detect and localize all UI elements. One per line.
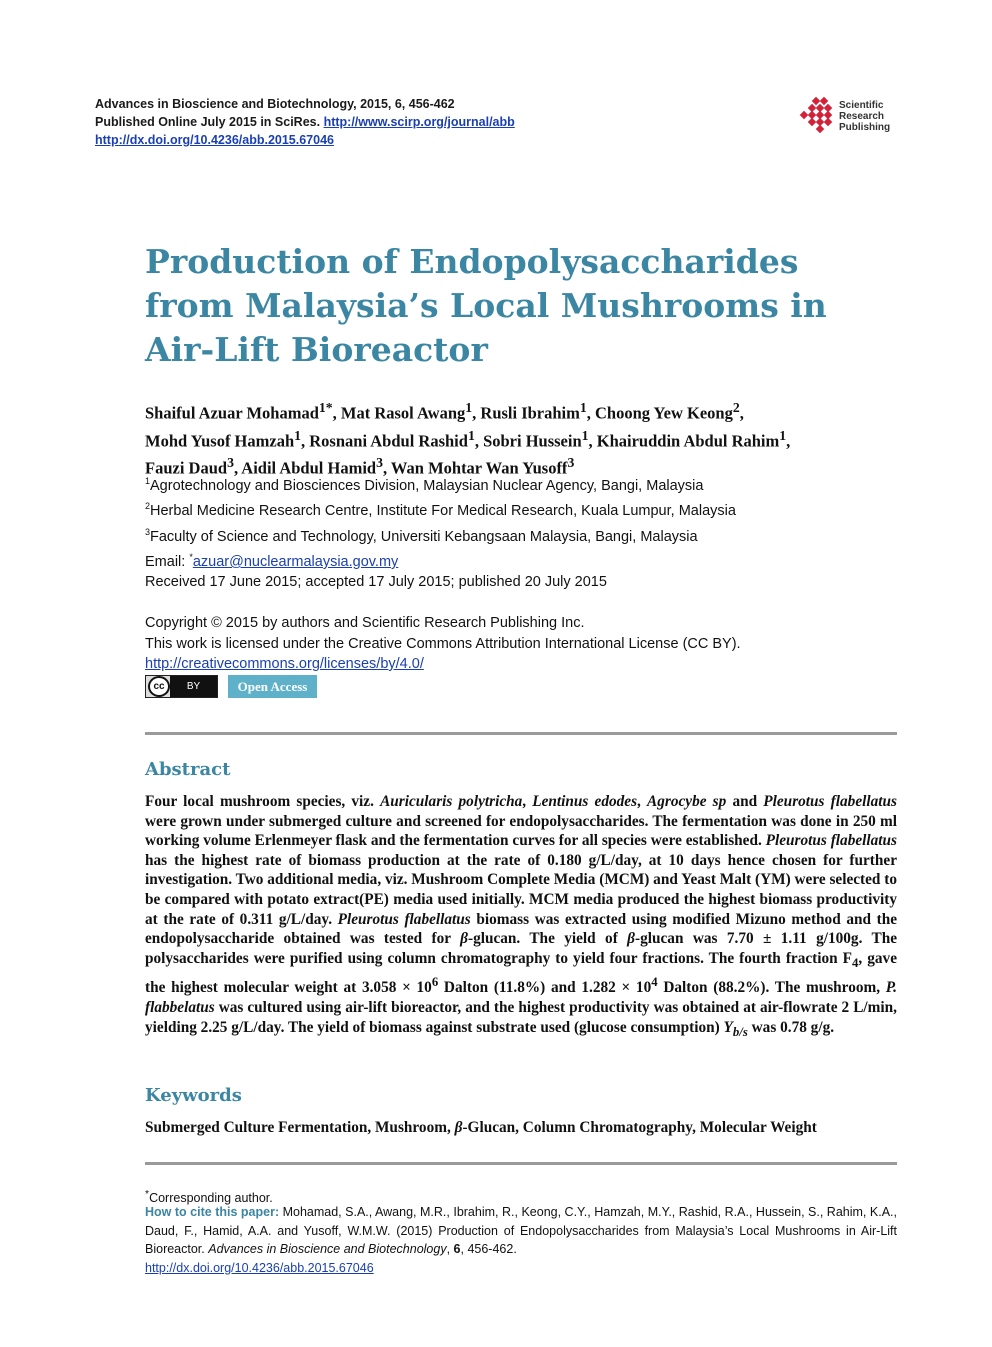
published-online: [95, 113, 515, 131]
paper-title: Production of Endopolysaccharides from Malaysia’s Local Mushrooms in Air-Lift Bioreactor: [145, 242, 827, 369]
email-line: Email: *azuar@nuclearmalaysia.gov.my: [145, 551, 399, 570]
affiliation-3: $^3$Faculty of Science and Technology, Universiti Kebangsaan Malaysia, Bangi, Malaysia: [145, 526, 698, 545]
affiliation-1: $^1$Agrotechnology and Biosciences Division, Malaysian Nuclear Agency, Bangi, Malaysia: [145, 476, 704, 494]
email-link[interactable]: azuar@nuclearmalaysia.gov.my: [192, 553, 399, 570]
publication-dates: Received 17 June 2015; accepted 17 July 2015; published 20 July 2015: [145, 574, 607, 590]
cite-label: How to cite this paper:: [145, 1205, 280, 1219]
abstract-heading: Abstract: [145, 759, 231, 780]
license-link[interactable]: http://creativecommons.org/licenses/by/4.0/: [145, 656, 424, 672]
how-to-cite: How to cite this paper: Mohamad, S.A., Awang, M.R., Ibrahim, R., Keong, C.Y., Hamzah, M.Y., Rashid, R.A., Hussein, S., Rahim, K.A., Daud, F., Hamid, A.A. and Yusoff, W.M.W. (2015) Production of Endopolysaccharides from Malaysia’s Local Mushrooms in Air-Lift Bioreactor. Advances in Bioscience and Biotechnology, 6, 456-462. http://dx.doi.org/10.4236/abb.2015.67046: [145, 1205, 897, 1275]
abstract-text: Four local mushroom species, viz. Auricularis polytricha, Lentinus edodes, Agrocybe sp and Pleurotus flabellatus were grown under submerged culture and screened for endopolysaccharides. The fermentation was done in 250 ml working volume Erlenmeyer flask and the fermentation curves for all species were established. Pleurotus flabellatus has the highest rate of biomass production at the rate of 0.180 g/L/day, at 10 days hence chosen for further investigation. Two additional media, viz. Mushroom Complete Media (MCM) and Yeast Malt (YM) were selected to be compared with potato extract(PE) media used initially. MCM media produced the highest biomass productivity at the rate of 0.311 g/L/day. Pleurotus flabellatus biomass was extracted using modified Mizuno method and the endopolysaccharide obtained was tested for β-glucan. The yield of β-glucan was 7.70 ± 1.11 g/100g. The polysaccharides were purified using column chromatography to yield four fractions. The fourth fraction $F_4$, gave the highest molecular weight at $3.058 \times 10^6$ Dalton (11.8%) and $1.282 \times 10^4$ Dalton (88.2%). The mushroom, P. flabbelatus was cultured using air-lift bioreactor, and the highest productivity was obtained at air-flowrate 2 L/min, yielding 2.25 g/L/day. The yield of biomass against substrate used (glucose consumption) $Y_{b/s}$ was 0.78 g/g.: [145, 793, 897, 1039]
publisher-name: Scientific Research Publishing: [839, 100, 891, 133]
divider-bottom: [145, 1162, 897, 1165]
divider-top: [145, 732, 897, 735]
open-access-badge: Open Access: [228, 675, 317, 698]
copyright-block: [145, 613, 905, 675]
published-prefix: Published Online July 2015 in SciRes.: [95, 115, 321, 129]
cite-doi-link[interactable]: http://dx.doi.org/10.4236/abb.2015.67046: [145, 1260, 374, 1275]
keywords-heading: Keywords: [145, 1085, 242, 1106]
copyright-line: Copyright © 2015 by authors and Scientific Research Publishing Inc.: [145, 615, 585, 631]
cc-by-badge-icon[interactable]: cc BY: [145, 675, 218, 698]
doi-line: [95, 131, 334, 149]
corresponding-author-note: *Corresponding author.: [145, 1189, 273, 1206]
author-list: Shaiful Azuar Mohamad$^{1*}$, Mat Rasol Awang$^1$, Rusli Ibrahim$^1$, Choong Yew Keong$^2$, Mohd Yusof Hamzah$^1$, Rosnani Abdul Rashid$^1$, Sobri Hussein$^1$, Khairuddin Abdul Rahim$^1$, Fauzi Daud$^3$, Aidil Abdul Hamid$^3$, Wan Mohtar Wan Yusoff$^3$: [145, 400, 791, 478]
keywords-list: Submerged Culture Fermentation, Mushroom, β-Glucan, Column Chromatography, Molecular Weight: [145, 1119, 817, 1136]
affiliations: [145, 471, 905, 572]
affiliation-2: $^2$Herbal Medicine Research Centre, Institute For Medical Research, Kuala Lumpur, Malaysia: [145, 501, 736, 520]
license-line: This work is licensed under the Creative Commons Attribution International License (CC BY).: [145, 635, 741, 652]
doi-link[interactable]: http://dx.doi.org/10.4236/abb.2015.67046: [95, 133, 334, 147]
journal-citation: Advances in Bioscience and Biotechnology, 2015, 6, 456-462: [95, 97, 455, 111]
journal-link[interactable]: http://www.scirp.org/journal/abb: [323, 115, 515, 129]
